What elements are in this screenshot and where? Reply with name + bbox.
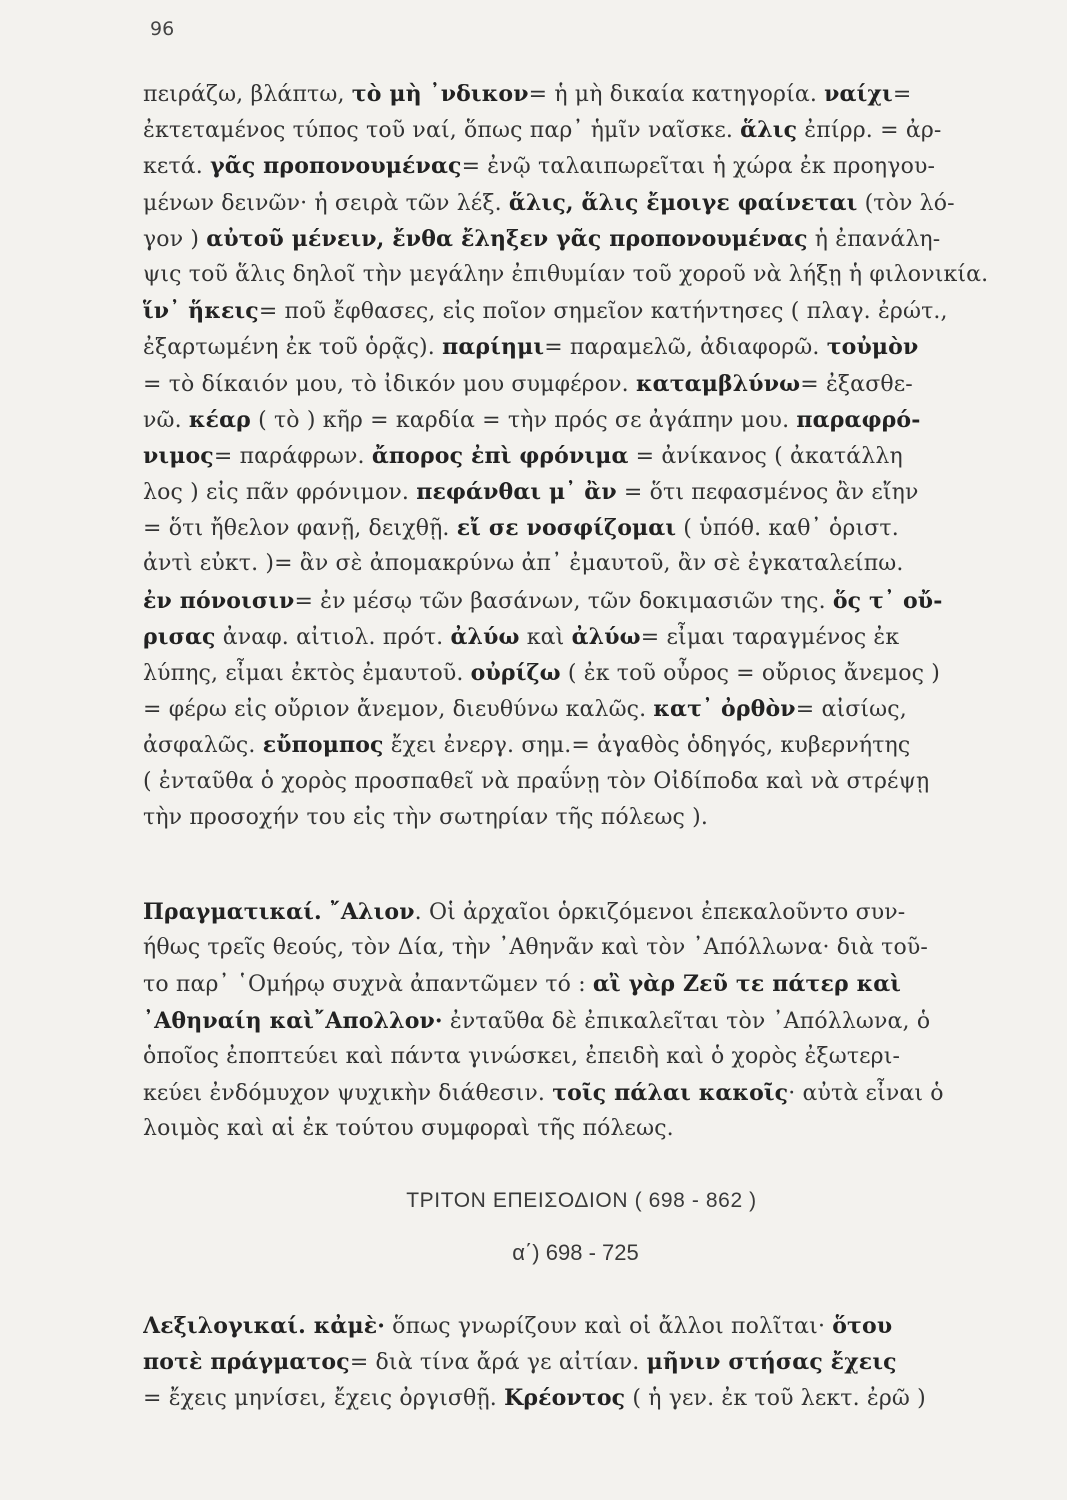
text-line (143, 1344, 1028, 1380)
gloss-text: (τὸν λό- (857, 190, 955, 216)
text-line (143, 438, 1028, 474)
gloss-text: πειράζω, βλάπτω, (143, 82, 352, 107)
gloss-text: ( ἐκ τοῦ οὖρος = οὔριος ἄνεμος ) (560, 661, 940, 686)
lemma-term: τὸ μὴ ᾽νδικον (351, 81, 529, 107)
gloss-text: ἡ ἐπανάλη- (807, 226, 941, 252)
text-line (143, 583, 1028, 619)
vocabulary-notes-paragraph (143, 1308, 1028, 1417)
gloss-text: = τὸ δίκαιόν μου, τὸ ἰδικόν μου συμφέρον. (143, 371, 636, 397)
gloss-text: = ἐνῷ ταλαιπωρεῖται ἡ χώρα ἐκ προηγου- (461, 154, 936, 180)
page-number: 96 (150, 18, 175, 40)
text-line (143, 185, 1028, 221)
lemma-term: τοὐμὸν (826, 334, 919, 361)
gloss-text: = ἀνίκανος ( ἀκατάλλη (628, 443, 903, 469)
text-line (143, 1111, 1028, 1147)
gloss-text: . Οἱ ἀρχαῖοι ὁρκιζόμενοι ἐπεκαλοῦντο συν- (414, 900, 906, 925)
lemma-term: ἀλύω (571, 623, 641, 650)
text-line (143, 257, 1028, 293)
lemma-term: εὔπομπος (262, 732, 384, 759)
lemma-term: Λεξιλογικαί. κἀμὲ· (143, 1313, 386, 1339)
factual-notes-paragraph (143, 894, 1028, 1147)
text-line (143, 76, 1028, 112)
text-line (143, 474, 1028, 510)
lemma-term: ὅς τ᾽ οὔ- (832, 587, 943, 614)
gloss-text: ἀσφαλῶς. (143, 733, 263, 759)
lemma-term: Κρέοντος (504, 1385, 626, 1412)
lemma-term: ᾽Αθηναίη καὶ῎Απολλον· (143, 1007, 443, 1034)
gloss-text: ( ὑπόθ. καθ᾽ ὁριστ. (676, 516, 899, 542)
gloss-text: = αἰσίως, (795, 697, 907, 723)
lemma-term: γᾶς προπονουμένας (210, 153, 462, 180)
text-line (143, 293, 1028, 329)
gloss-text: γον ) (143, 226, 207, 252)
text-line (143, 691, 1028, 727)
gloss-text: = ποῦ ἔφθασες, εἰς ποῖον σημεῖον κατήντησες ( πλαγ. ἐρώτ., (258, 299, 948, 325)
lemma-term: ἵν᾽ ἥκεις (143, 298, 259, 325)
gloss-text: μένων δεινῶν· ἡ σειρὰ τῶν λέξ. (143, 190, 509, 216)
text-line (143, 148, 1028, 184)
text-line (143, 1380, 1028, 1416)
gloss-text: = ἐξασθε- (800, 371, 913, 397)
gloss-text: = ὅτι ἤθελον φανῇ, δειχθῇ. (143, 516, 457, 542)
text-line (143, 800, 1028, 836)
lemma-term: ὅτου (832, 1313, 893, 1339)
gloss-text: = παραμελῶ, ἀδιαφορῶ. (544, 335, 827, 361)
lemma-term: Πραγματικαί. ῎Αλιον (143, 899, 415, 925)
text-line (143, 894, 1028, 930)
lemma-term: κέαρ (188, 406, 251, 433)
text-line (143, 221, 1028, 257)
lemma-term: παρίημι (442, 334, 545, 361)
lemma-term: ἅλις (740, 117, 798, 144)
text-line (143, 112, 1028, 148)
text-line (143, 546, 1028, 582)
gloss-text: ἐκτεταμένος τύπος τοῦ ναί, ὅπως παρ᾽ ἡμῖν ναῖσκε. (143, 118, 741, 144)
gloss-text: λοιμὸς καὶ αἱ ἐκ τούτου συμφοραὶ τῆς πόλεως. (143, 1116, 674, 1142)
gloss-text: ὁποῖος ἐποπτεύει καὶ πάντα γινώσκει, ἐπειδὴ καὶ ὁ χορὸς ἐξωτερι- (143, 1043, 901, 1069)
lemma-term: ἄπορος ἐπὶ φρόνιμα (371, 442, 629, 469)
lemma-term: αὐτοῦ μένειν, ἔνθα ἔληξεν γᾶς προπονουμένας (206, 225, 808, 252)
gloss-text: λος ) εἰς πᾶν φρόνιμον. (143, 480, 417, 506)
lemma-term: ἀλύω (450, 623, 520, 650)
text-line (143, 655, 1028, 691)
lemma-term: ρισας (143, 623, 216, 650)
gloss-text: · αὐτὰ εἶναι ὁ (788, 1080, 944, 1106)
gloss-text: ἐπίρρ. = ἀρ- (797, 118, 942, 144)
gloss-text: κεύει ἐνδόμυχον ψυχικὴν διάθεσιν. (143, 1080, 553, 1106)
gloss-text: ( τὸ ) κῆρ = καρδία = τὴν πρός σε ἀγάπην μου. (250, 407, 797, 433)
text-line (143, 764, 1028, 800)
text-line (143, 1075, 1028, 1111)
gloss-text: λύπης, εἶμαι ἐκτὸς ἐμαυτοῦ. (143, 661, 471, 686)
text-line (143, 1003, 1028, 1039)
text-line (143, 930, 1028, 966)
lemma-term: νιμος (143, 442, 214, 469)
gloss-text: τὴν προσοχήν του εἰς τὴν σωτηρίαν τῆς πόλεως ). (143, 804, 709, 830)
lemma-term: καταμβλύνω (635, 370, 801, 397)
lemma-term: ἅλις, ἅλις ἔμοιγε φαίνεται (508, 189, 858, 216)
gloss-text: κετά. (143, 154, 211, 180)
lemma-term: παραφρό- (796, 406, 921, 433)
text-line (143, 329, 1028, 365)
gloss-text: νῶ. (143, 407, 189, 433)
text-line (143, 619, 1028, 655)
gloss-text: το παρ᾽ ῾Ομήρῳ συχνὰ ἀπαντῶμεν τό : (143, 972, 593, 998)
gloss-text: = εἶμαι ταραγμένος ἐκ (640, 624, 900, 650)
text-line (143, 366, 1028, 402)
lemma-term: αἲ γὰρ Ζεῦ τε πάτερ καὶ (592, 971, 902, 998)
gloss-text: ἐξαρτωμένη ἐκ τοῦ ὁρᾷς). (143, 335, 443, 361)
gloss-text: ( ἐνταῦθα ὁ χορὸς προσπαθεῖ νὰ πραΰνῃ τὸν Οἰδίποδα καὶ νὰ στρέψῃ (143, 768, 930, 794)
lemma-term: μῆνιν στήσας ἔχεις (646, 1349, 897, 1376)
gloss-text: καὶ (519, 624, 572, 650)
lemma-term: ἐν πόνοισιν (143, 587, 295, 614)
gloss-text: ἐνταῦθα δὲ ἐπικαλεῖται τὸν ᾽Απόλλωνα, ὁ (442, 1008, 931, 1034)
gloss-text: ἀναφ. αἰτιολ. πρότ. (215, 624, 451, 650)
text-line (143, 966, 1028, 1002)
episode-heading: ΤΡΙΤΟΝ ΕΠΕΙΣΟΔΙΟΝ ( 698 - 862 ) (406, 1189, 757, 1212)
gloss-text: = (892, 82, 912, 107)
lemma-term: οὐρίζω (470, 660, 561, 686)
lemma-term: εἴ σε νοσφίζομαι (456, 515, 677, 542)
gloss-text: = διὰ τίνα ἄρά γε αἰτίαν. (349, 1350, 647, 1376)
lemma-term: ναίχι (824, 81, 893, 107)
text-line (143, 1308, 1028, 1344)
lemma-term: πεφάνθαι μ᾽ ἂν (416, 479, 617, 506)
gloss-text: = ἔχεις μηνίσει, ἔχεις ὀργισθῇ. (143, 1386, 505, 1412)
gloss-text: ἀντὶ εὐκτ. )= ἂν σὲ ἀπομακρύνω ἀπ᾽ ἐμαυτοῦ, ἂν σὲ ἐγκαταλείπω. (143, 551, 904, 577)
gloss-text: = ἡ μὴ δικαία κατηγορία. (528, 82, 825, 107)
lexical-notes-paragraph (143, 76, 1028, 836)
gloss-text: = φέρω εἰς οὔριον ἄνεμον, διευθύνω καλῶς. (143, 697, 654, 723)
gloss-text: ἔχει ἐνεργ. σημ.= ἀγαθὸς ὁδηγός, κυβερνήτης (383, 733, 911, 759)
gloss-text: ὅπως γνωρίζουν καὶ οἱ ἄλλοι πολῖται· (385, 1314, 833, 1339)
gloss-text: = ὅτι πεφασμένος ἂν εἴην (616, 480, 919, 506)
lemma-term: κατ᾽ ὀρθὸν (653, 696, 796, 723)
gloss-text: ψις τοῦ ἅλις δηλοῖ τὴν μεγάλην ἐπιθυμίαν τοῦ χοροῦ νὰ λήξῃ ἡ φιλονικία. (143, 261, 989, 287)
text-line (143, 402, 1028, 438)
gloss-text: ήθως τρεῖς θεούς, τὸν Δία, τὴν ᾽Αθηνᾶν καὶ τὸν ᾽Απόλλωνα· διὰ τοῦ- (143, 935, 928, 961)
lemma-term: τοῖς πάλαι κακοῖς (552, 1079, 789, 1106)
text-line (143, 510, 1028, 546)
gloss-text: ( ἡ γεν. ἐκ τοῦ λεκτ. ἐρῶ ) (625, 1386, 926, 1412)
gloss-text: = ἐν μέσῳ τῶν βασάνων, τῶν δοκιμασιῶν της. (294, 588, 833, 614)
gloss-text: = παράφρων. (213, 443, 372, 469)
text-line (143, 1039, 1028, 1075)
lemma-term: ποτὲ πράγματος (143, 1349, 350, 1376)
text-line (143, 727, 1028, 763)
section-heading: α΄) 698 - 725 (512, 1240, 639, 1265)
